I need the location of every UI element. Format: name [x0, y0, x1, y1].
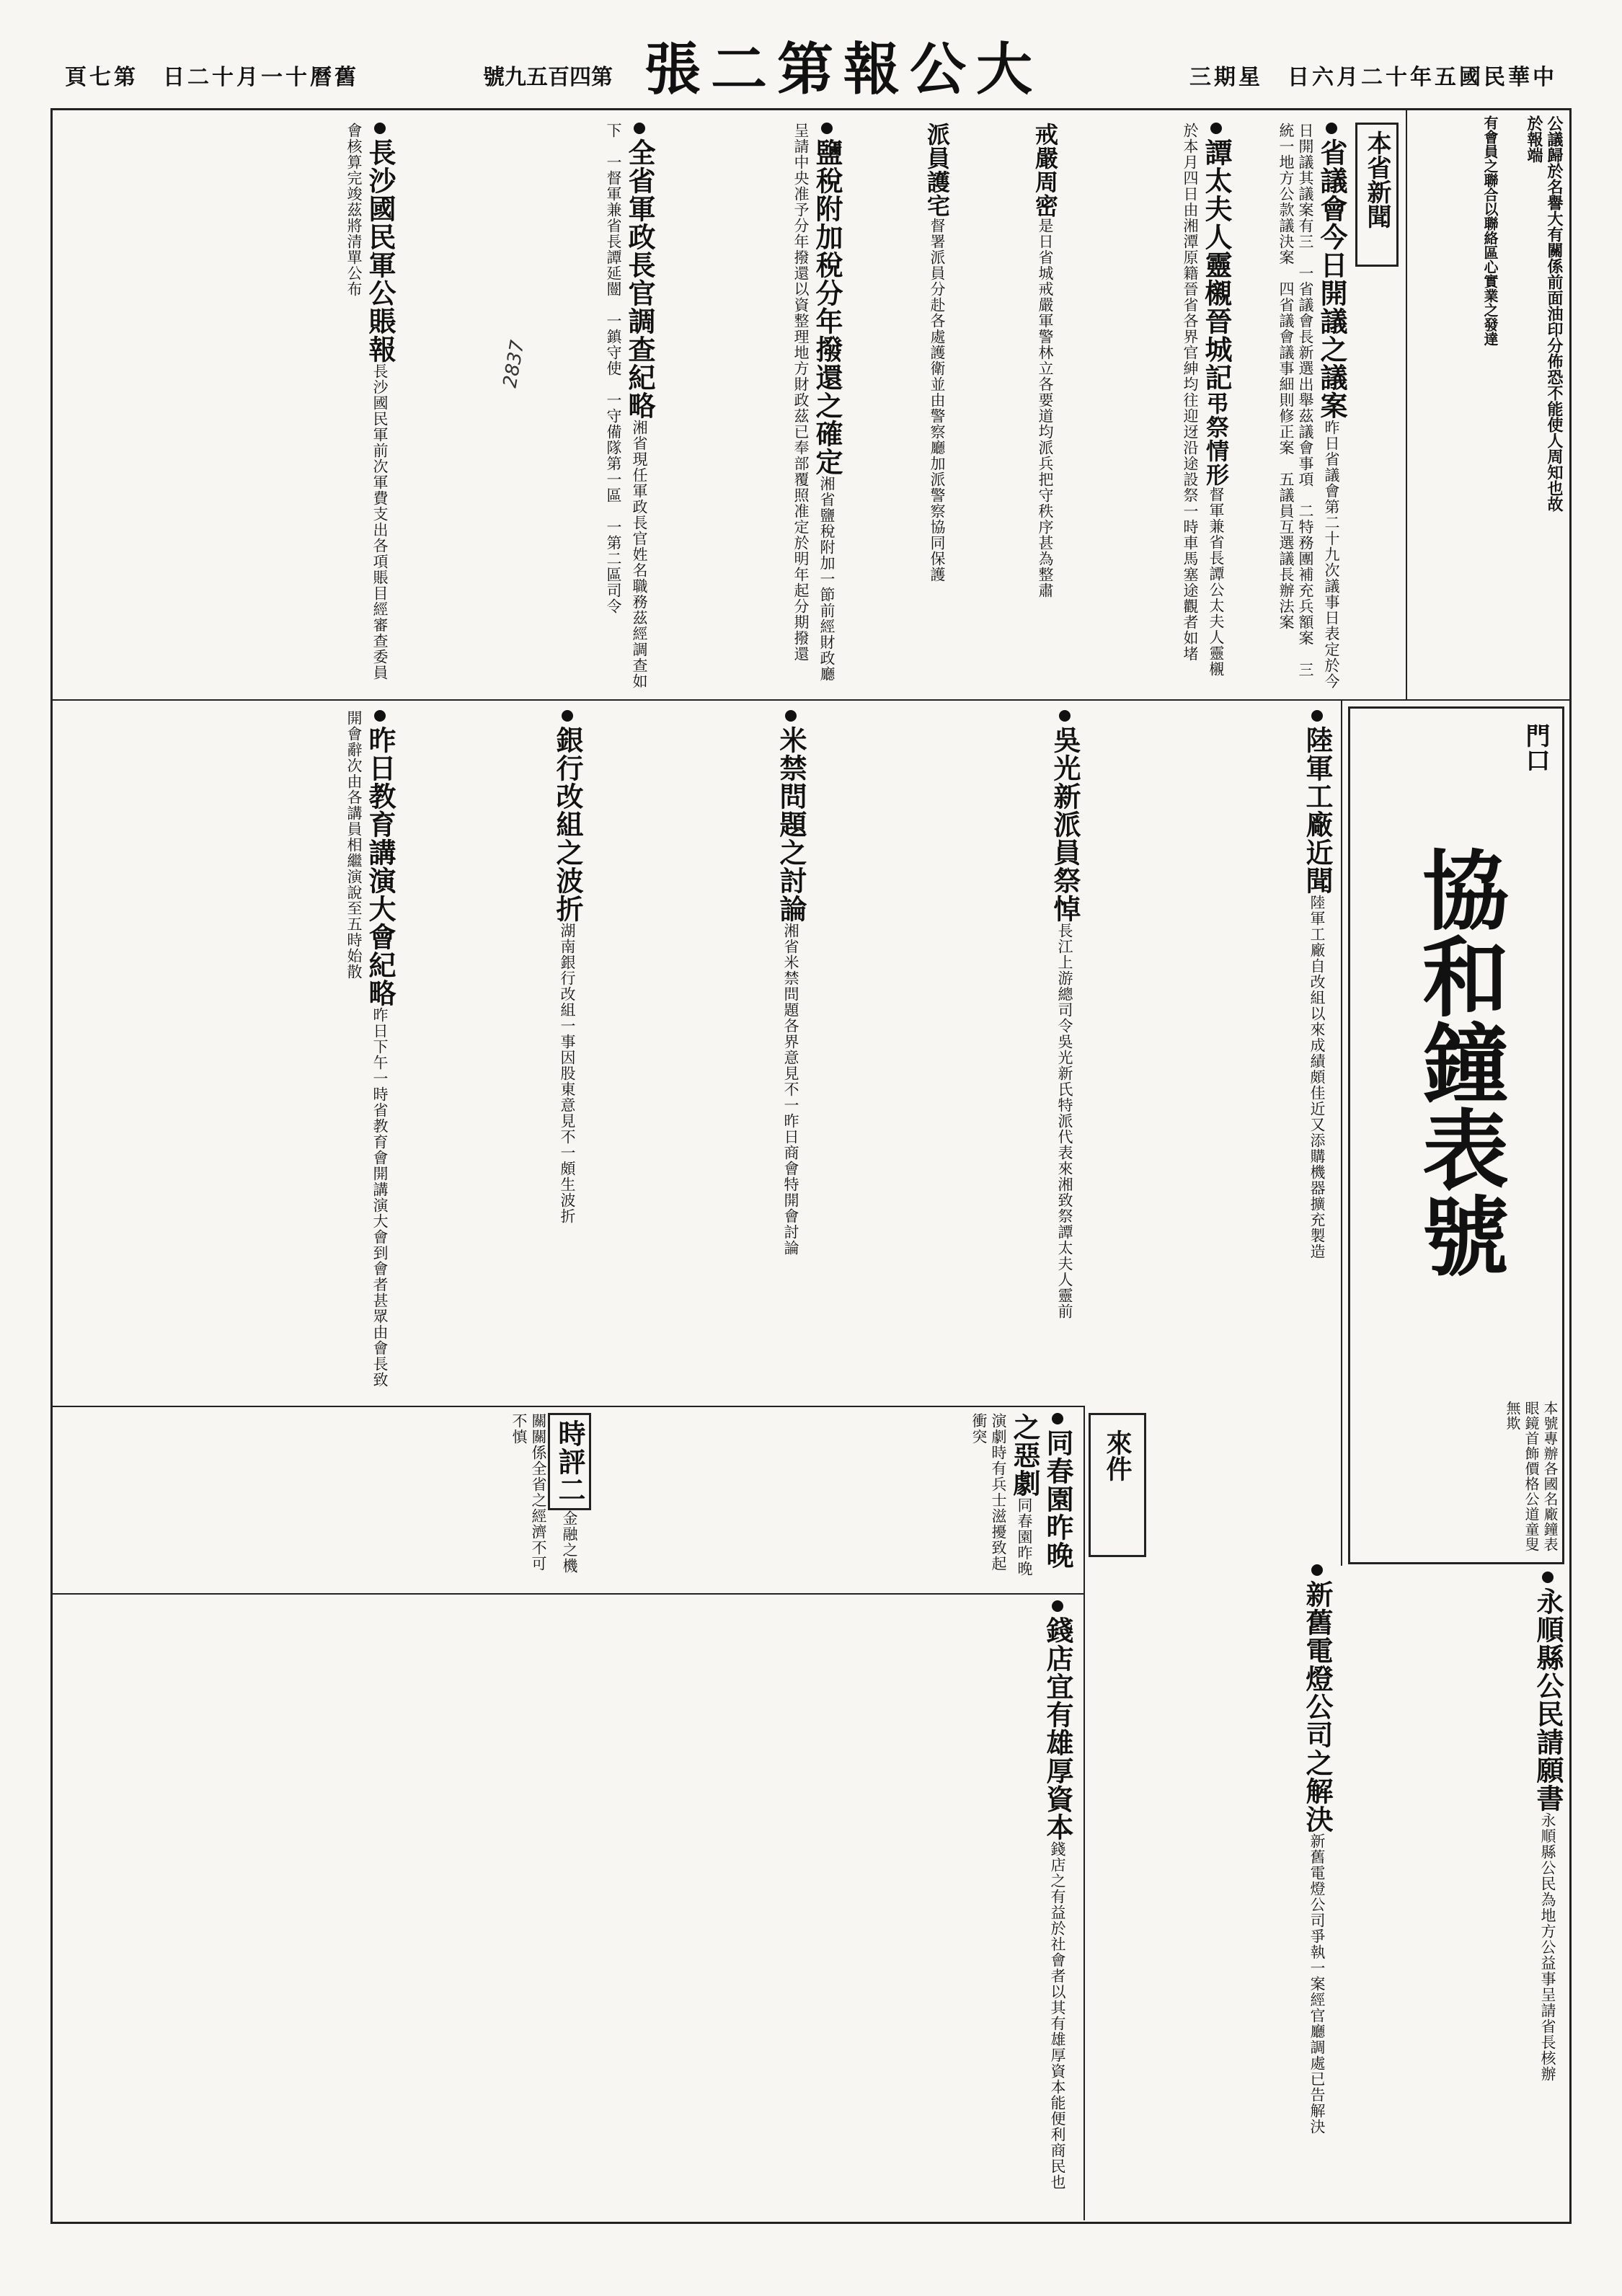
bullet-icon [1052, 1413, 1063, 1424]
article-13-body: 新舊電燈公司爭執一案經官廳調處已告解決 [1308, 1833, 1326, 2135]
article-5-body: 湘省鹽稅附加一節前經財政廳呈請中央准予分年撥還以資整理地方財政茲已奉部覆照准定於明年起分期撥還 [792, 123, 836, 682]
article-4-body: 督署派員分赴各處護衛並由警察廳加派警察協同保護 [929, 218, 946, 582]
article-8-body: 長江上游總司令吳光新氏特派代表來湘致祭譚太夫人靈前 [1056, 923, 1073, 1319]
article-10 [591, 710, 807, 1395]
article-2-headline: 譚太夫人靈櫬晉城記 [1200, 138, 1233, 391]
corner-note-2: 有會員之聯合以聯絡區心實業之發達 [1481, 115, 1499, 346]
bullet-icon [634, 123, 645, 134]
masthead [50, 22, 1572, 108]
article-9-body: 昨日下午一時省教育會開講演大會到會者甚眾由會長致開會辭次由各講員相繼演說至五時始散 [345, 710, 389, 1388]
op-ed-box [548, 1413, 591, 1510]
handwritten-stamp: 2837 [499, 338, 529, 390]
article-8-headline: 吳光新派員祭悼 [1049, 726, 1081, 923]
separator-ad [1341, 701, 1342, 1566]
article-15-headline: 錢店宜有雄厚資本 [1042, 1616, 1074, 1841]
article-3-headline: 戒嚴周密 [1032, 123, 1059, 218]
bullet-icon [1542, 1572, 1554, 1583]
article-14-body: 同春園昨晚演劇時有兵士滋擾致起衝突 [970, 1413, 1033, 1577]
bullet-icon [374, 123, 386, 134]
article-7 [58, 123, 396, 692]
bullet-icon [1311, 710, 1323, 722]
article-13-headline: 新舊電燈公司之解決 [1301, 1580, 1334, 1833]
article-14-headline: 同春園昨晚之惡劇 [1009, 1413, 1074, 1569]
article-11-headline: 銀行改組之波折 [551, 726, 584, 923]
advertisement-title: 協和鐘表號 [1408, 846, 1510, 1278]
coming-items-title: 來件 [1102, 1430, 1133, 1481]
separator-bottom [1083, 1406, 1085, 2220]
corner-note-1: 公議歸於名譽大有關係前面油印分佈恐不能使人周知也故於報端 [1525, 115, 1564, 512]
article-16 [1348, 1572, 1564, 2213]
article-9-headline: 昨日教育講演大會紀略 [364, 726, 396, 1007]
advertisement-side: 門口 [1521, 723, 1550, 772]
article-1-body: 昨日省議會第二十九次議事日表定於今日開議其議案有三 一省議會長新選出舉茲議會事項 二特務團補充兵額案 三統一地方公款議決案 四省議會議事細則修正案 五議員互選議長辦法案 [1277, 123, 1340, 689]
divider-row-2 [53, 1406, 1083, 1407]
article-3-body: 是日省城戒嚴軍警林立各要道均派兵把守秩序甚為整肅 [1037, 218, 1054, 598]
newspaper-title: 大公報第二張 [644, 37, 1043, 102]
local-news-title: 本省新聞 [1362, 130, 1391, 229]
article-7-body: 長沙國民軍前次軍費支出各項賬目經審查委員會核算完竣茲將清單公布 [345, 123, 389, 681]
separator-local-news [1406, 110, 1407, 699]
article-14 [598, 1413, 1074, 1586]
date-right: 中華民國五年十二月六日 星期三 [1189, 65, 1557, 90]
article-11 [404, 710, 584, 1395]
article-13 [1089, 1564, 1334, 2213]
article-12-headline: 陸軍工廠近聞 [1301, 726, 1334, 895]
article-17 [58, 1413, 591, 1586]
article-9 [58, 710, 396, 1395]
advertisement-box [1348, 706, 1564, 1564]
article-7-headline: 長沙國民軍公賬報 [364, 138, 396, 363]
bullet-icon [374, 710, 386, 722]
article-17-body: 金融之機關關係全省之經濟不可不慎 [510, 1413, 578, 1574]
article-10-body: 湘省米禁問題各界意見不一昨日商會特開會討論 [782, 923, 799, 1256]
article-5-headline: 鹽稅附加稅分年撥還之確定 [811, 138, 843, 476]
bullet-icon [821, 123, 833, 134]
bullet-icon [1059, 710, 1071, 722]
bullet-icon [1210, 123, 1222, 134]
article-10-headline: 米禁問題之討論 [775, 726, 807, 923]
article-2-sub: 弔祭情形 [1202, 391, 1230, 487]
date-left: 舊曆十一月十二日 第七頁 [65, 65, 359, 90]
bullet-icon [1052, 1600, 1063, 1612]
article-1 [1240, 123, 1348, 692]
article-12-body: 陸軍工廠自改組以來成績頗佳近又添購機器擴充製造 [1308, 895, 1326, 1259]
article-5 [663, 123, 843, 692]
article-11-body: 湖南銀行改組一事因股東意見不一頗生波折 [559, 923, 576, 1224]
article-6-headline: 全省軍政長官調查紀略 [624, 138, 656, 420]
article-3 [959, 123, 1060, 692]
issue-number: 第四百五九號 [483, 65, 613, 90]
local-news-box [1355, 123, 1399, 267]
article-2 [1067, 123, 1233, 692]
article-2-body: 督軍兼省長譚公太夫人靈櫬於本月四日由湘潭原籍晉省各界官紳均往迎迓沿途設祭一時車馬塞途觀者如堵 [1182, 123, 1225, 677]
article-16-headline: 永順縣公民請願書 [1532, 1587, 1564, 1812]
article-1-headline: 省議會今日開議之議案 [1316, 138, 1348, 420]
coming-items-box [1089, 1413, 1146, 1557]
bullet-icon [1311, 1564, 1323, 1576]
article-8 [815, 710, 1081, 1395]
article-16-body: 永順縣公民為地方公益事呈請省長核辦 [1539, 1812, 1556, 2082]
article-12 [1089, 710, 1334, 1395]
article-15 [58, 1600, 1074, 2213]
bullet-icon [1326, 123, 1337, 134]
advertisement-body: 本號專辦各國名廠鐘表眼鏡首飾價格公道童叟無欺 [1504, 1401, 1559, 1552]
article-4 [851, 123, 952, 692]
article-6-body: 湘省現任軍政長官姓名職務茲經調查如下 一督軍兼省長譚延闓 一鎮守使 一守備隊第一區 一第二區司令 [605, 123, 648, 689]
article-15-body: 錢店之有益於社會者以其有雄厚資本能便利商民也 [1049, 1841, 1066, 2190]
bullet-icon [785, 710, 797, 722]
article-4-headline: 派員護宅 [923, 123, 951, 218]
article-6 [404, 123, 656, 692]
divider-row-3 [53, 1593, 1083, 1595]
bullet-icon [562, 710, 573, 722]
article-17-headline: 時評二 [554, 1419, 586, 1504]
